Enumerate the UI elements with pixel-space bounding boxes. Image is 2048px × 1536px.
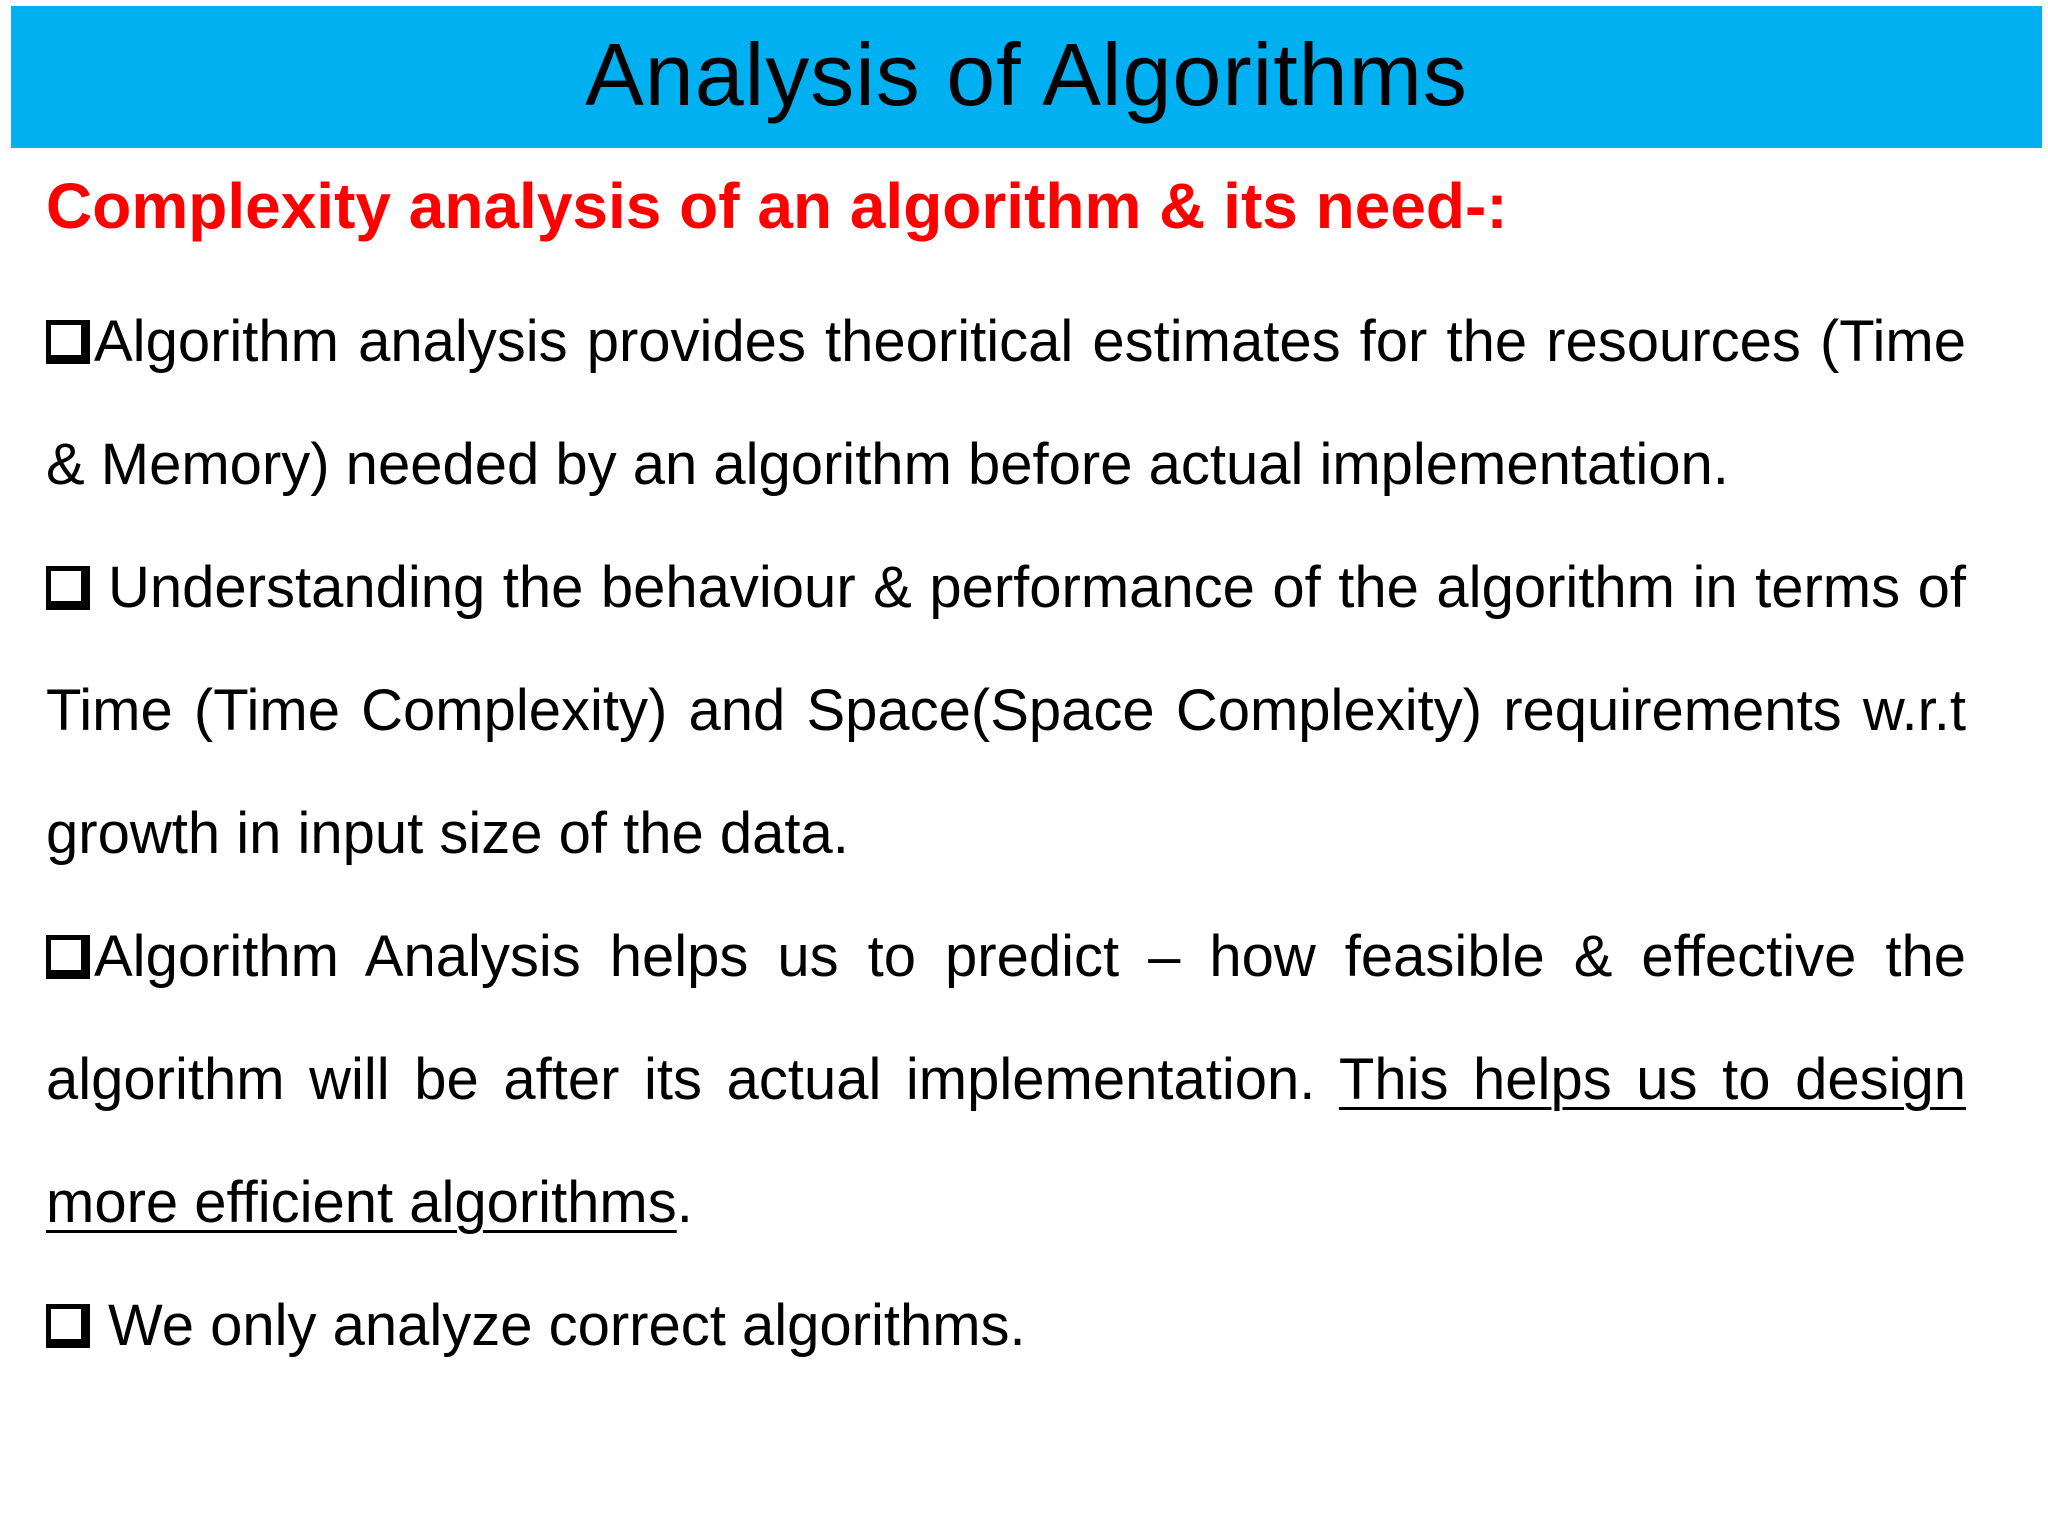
bullet-item <box>46 526 1966 895</box>
slide-title: Analysis of Algorithms <box>585 25 1468 124</box>
bullet-text: We only analyze correct algorithms. <box>108 1293 1026 1358</box>
bullet-trailing-text: . <box>676 1170 693 1235</box>
bullet-underlined-text: This helps us to design more efficient algorithms <box>46 1047 1966 1235</box>
bullet-text: Understanding the behaviour & performance of the algorithm in terms of Time (Time Complexity) and Space(Space Complexity) requirements w.r.t growth in input size of the data. <box>46 555 1966 866</box>
bullet-item <box>46 1264 1966 1387</box>
slide-subtitle: Complexity analysis of an algorithm & its need-: <box>46 170 1508 242</box>
checkbox-square-icon <box>46 566 90 610</box>
checkbox-square-icon <box>46 320 90 364</box>
title-bar <box>11 6 2042 148</box>
checkbox-square-icon <box>46 935 90 979</box>
bullet-text: Algorithm Analysis helps us to predict – how feasible & effective the algorithm will be after its actual implementation. <box>46 924 1966 1112</box>
checkbox-square-icon <box>46 1304 90 1348</box>
bullet-item <box>46 895 1966 1264</box>
bullet-text: Algorithm analysis provides theoritical estimates for the resources (Time & Memory) needed by an algorithm before actual implementation. <box>46 309 1966 497</box>
bullet-item <box>46 280 1966 526</box>
bullet-list <box>46 280 1966 1387</box>
